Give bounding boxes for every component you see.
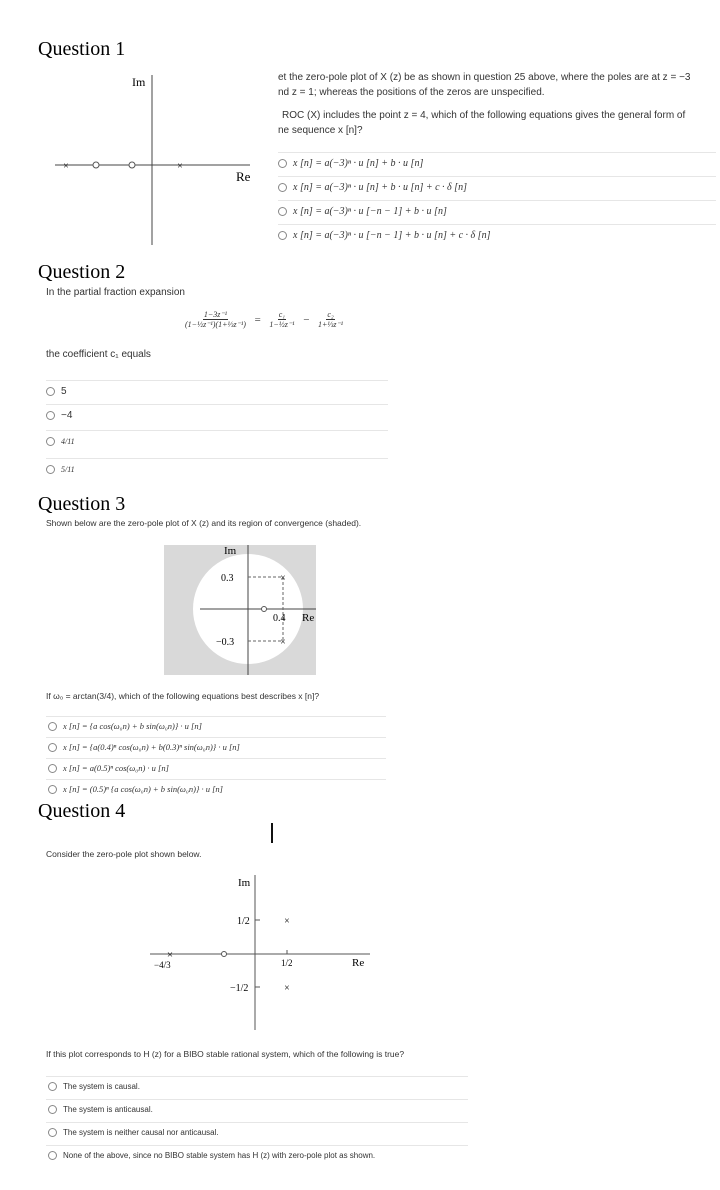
q2-equals: = bbox=[253, 313, 262, 326]
q1-option-1[interactable]: x [n] = a(−3)ⁿ · u [n] + b · u [n] bbox=[278, 158, 423, 169]
q2-after-text: the coefficient c₁ equals bbox=[46, 349, 151, 360]
q1-text-line2: nd z = 1; whereas the positions of the zeros are unspecified. bbox=[278, 87, 545, 98]
q3-option-1[interactable]: x [n] = {a cos(ω₀n) + b sin(ω₀n)} · u [n] bbox=[48, 721, 202, 731]
q1-text-line4: ne sequence x [n]? bbox=[278, 125, 363, 136]
q4-option-4[interactable]: None of the above, since no BIBO stable system has H (z) with zero-pole plot as shown. bbox=[48, 1151, 375, 1160]
q3-option-2[interactable]: x [n] = {a(0.4)ⁿ cos(ω₀n) + b(0.3)ⁿ sin(ω₀n)} · u [n] bbox=[48, 742, 240, 752]
q4-question: If this plot corresponds to H (z) for a BIBO stable rational system, which of the following is true? bbox=[46, 1049, 405, 1059]
q4-zero bbox=[222, 952, 227, 957]
q2-equation bbox=[185, 310, 343, 329]
q3-pole-upper: × bbox=[280, 573, 286, 584]
q2-option-3[interactable]: 4/11 bbox=[46, 437, 75, 446]
question-4-title: Question 4 bbox=[38, 800, 126, 822]
q4-pole-upper: × bbox=[284, 916, 290, 927]
q3-option-4[interactable]: x [n] = (0.5)ⁿ {a cos(ω₀n) + b sin(ω₀n)} · u [n] bbox=[48, 784, 223, 794]
q1-text-line1: et the zero-pole plot of X (z) be as shown in question 25 above, where the poles are at z = −3 bbox=[278, 72, 691, 83]
q1-zero-pole-plot bbox=[50, 70, 260, 250]
q3-option-3[interactable]: x [n] = a(0.5)ⁿ cos(ω₀n) · u [n] bbox=[48, 763, 169, 773]
q3-y-pos-label: 0.3 bbox=[221, 573, 234, 584]
q4-y-pos-label: 1/2 bbox=[237, 916, 250, 927]
radio-icon[interactable] bbox=[48, 722, 57, 731]
q2-lhs-denominator: (1−½z⁻¹)(1+⅓z⁻¹) bbox=[185, 320, 246, 329]
radio-icon[interactable] bbox=[48, 785, 57, 794]
radio-icon[interactable] bbox=[46, 437, 55, 446]
q4-intro: Consider the zero-pole plot shown below. bbox=[46, 849, 202, 859]
q4-re-label: Re bbox=[352, 957, 365, 969]
q2-c2-denominator: 1+⅓z⁻¹ bbox=[317, 320, 344, 329]
q3-x-pos-label: 0.4 bbox=[273, 613, 286, 624]
q2-c2-numerator: c₂ bbox=[327, 310, 334, 319]
q2-option-1[interactable]: 5 bbox=[46, 386, 67, 397]
q4-im-label: Im bbox=[238, 877, 251, 889]
question-2-title: Question 2 bbox=[38, 261, 126, 283]
radio-icon[interactable] bbox=[46, 411, 55, 420]
radio-icon[interactable] bbox=[48, 1151, 57, 1160]
q4-pole-left: × bbox=[166, 949, 174, 961]
q4-zero-pole-plot bbox=[150, 870, 375, 1035]
text-cursor bbox=[271, 823, 273, 843]
q1-option-4[interactable]: x [n] = a(−3)ⁿ · u [−n − 1] + b · u [n] + c · δ [n] bbox=[278, 230, 490, 241]
q2-c1-numerator: c₁ bbox=[278, 310, 286, 319]
radio-icon[interactable] bbox=[278, 207, 287, 216]
q1-im-label: Im bbox=[132, 75, 146, 89]
q2-lhs-numerator: 1−3z⁻¹ bbox=[203, 310, 228, 319]
radio-icon[interactable] bbox=[48, 764, 57, 773]
radio-icon[interactable] bbox=[46, 387, 55, 396]
q3-zero bbox=[262, 607, 267, 612]
q3-intro: Shown below are the zero-pole plot of X (z) and its region of convergence (shaded). bbox=[46, 518, 362, 528]
q4-x-pos-label: 1/2 bbox=[281, 958, 293, 968]
q3-im-label: Im bbox=[224, 545, 237, 557]
q4-y-neg-label: −1/2 bbox=[230, 983, 249, 994]
q1-option-3[interactable]: x [n] = a(−3)ⁿ · u [−n − 1] + b · u [n] bbox=[278, 206, 447, 217]
q4-option-2[interactable]: The system is anticausal. bbox=[48, 1105, 153, 1114]
q2-c1-denominator: 1−½z⁻¹ bbox=[269, 320, 295, 329]
q4-pole-lower: × bbox=[284, 983, 290, 994]
q2-intro: In the partial fraction expansion bbox=[46, 287, 185, 298]
q1-zero-1 bbox=[93, 162, 99, 168]
q1-re-label: Re bbox=[236, 169, 251, 184]
radio-icon[interactable] bbox=[48, 1082, 57, 1091]
q1-option-2[interactable]: x [n] = a(−3)ⁿ · u [n] + b · u [n] + c · δ [n] bbox=[278, 182, 467, 193]
radio-icon[interactable] bbox=[46, 465, 55, 474]
q4-x-neg-label: −4/3 bbox=[154, 960, 171, 970]
radio-icon[interactable] bbox=[48, 1105, 57, 1114]
q1-pole-1: × bbox=[63, 161, 69, 172]
q3-re-label: Re bbox=[302, 612, 315, 624]
radio-icon[interactable] bbox=[278, 159, 287, 168]
q4-option-1[interactable]: The system is causal. bbox=[48, 1082, 140, 1091]
radio-icon[interactable] bbox=[278, 183, 287, 192]
question-3-title: Question 3 bbox=[38, 493, 126, 515]
q1-pole-2: × bbox=[177, 161, 183, 172]
q2-option-2[interactable]: −4 bbox=[46, 410, 72, 421]
q1-zero-2 bbox=[129, 162, 135, 168]
q2-minus: − bbox=[302, 313, 310, 326]
q3-y-neg-label: −0.3 bbox=[216, 637, 235, 648]
q3-pole-lower: × bbox=[280, 637, 286, 648]
q3-zero-pole-plot bbox=[164, 545, 316, 675]
radio-icon[interactable] bbox=[48, 1128, 57, 1137]
q3-question: If ω₀ = arctan(3/4), which of the following equations best describes x [n]? bbox=[46, 691, 320, 701]
question-1-title: Question 1 bbox=[38, 38, 126, 60]
radio-icon[interactable] bbox=[48, 743, 57, 752]
q4-option-3[interactable]: The system is neither causal nor anticausal. bbox=[48, 1128, 219, 1137]
q2-option-4[interactable]: 5/11 bbox=[46, 465, 75, 474]
q1-text-line3: ROC (X) includes the point z = 4, which of the following equations gives the general form of bbox=[282, 110, 686, 121]
radio-icon[interactable] bbox=[278, 231, 287, 240]
